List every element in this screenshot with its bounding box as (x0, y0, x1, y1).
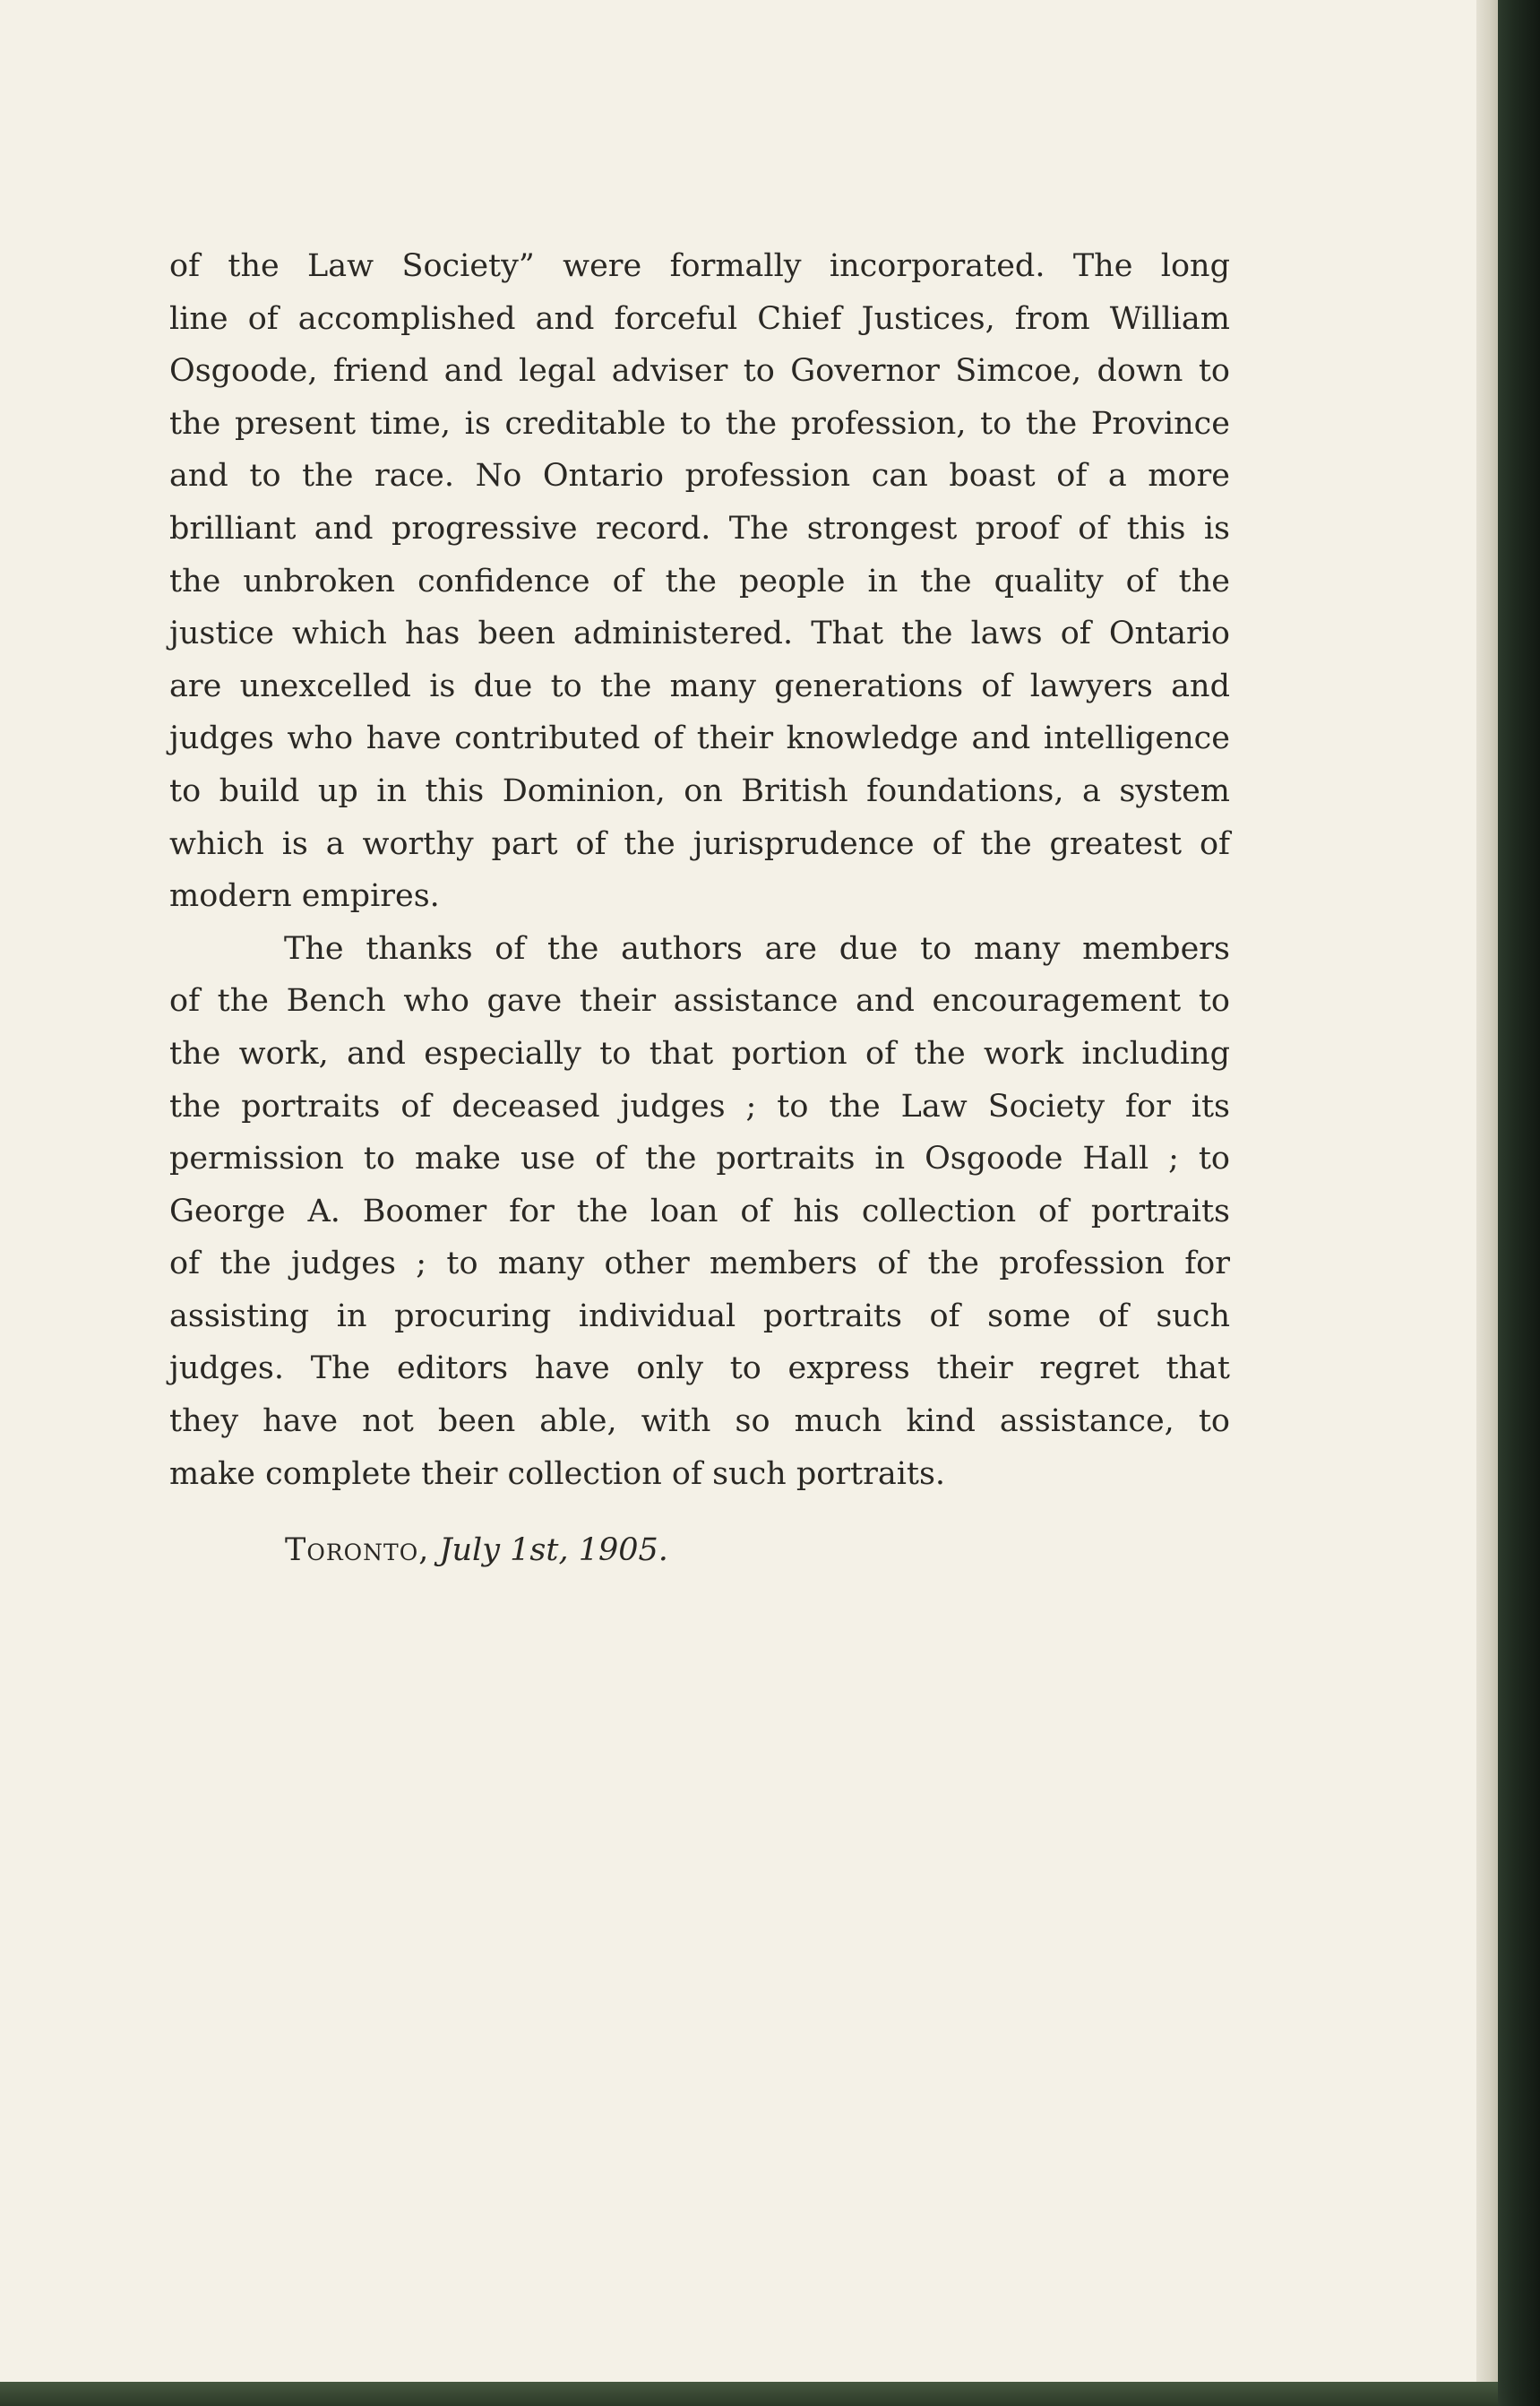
text-line: permission to make use of the portraits in Osgoode Hall ; to (169, 1141, 1230, 1177)
text-line: which is a worthy part of the jurisprudence of the greatest of (169, 825, 1230, 862)
text-line: make complete their collection of such portraits. (169, 1455, 946, 1492)
text-line: the present time, is creditable to the profession, to the Province (169, 405, 1230, 442)
signature-date: July 1st, 1905. (439, 1532, 668, 1568)
text-line: of the Bench who gave their assistance and encouragement to (169, 983, 1230, 1020)
text-line: justice which has been administered. That the laws of Ontario (169, 616, 1230, 652)
paragraph (169, 240, 1230, 923)
paragraph (169, 923, 1230, 1501)
text-line: of the judges ; to many other members of the profession for (169, 1246, 1230, 1282)
signature-line (285, 1532, 668, 1568)
text-line: the unbroken confidence of the people in the quality of the (169, 563, 1230, 599)
book-cover-edge (1498, 0, 1540, 2406)
text-line: George A. Boomer for the loan of his collection of portraits (169, 1193, 1230, 1229)
body-text (169, 240, 1230, 1500)
text-line: modern empires. (169, 878, 440, 915)
text-line: brilliant and progressive record. The strongest proof of this is (169, 510, 1230, 547)
text-line: The thanks of the authors are due to many members (284, 930, 1230, 967)
text-line: the work, and especially to that portion of the work including (169, 1035, 1230, 1072)
text-line: are unexcelled is due to the many generations of lawyers and (169, 668, 1230, 704)
text-line: assisting in procuring individual portraits of some of such (169, 1298, 1230, 1334)
page-edge (1476, 0, 1498, 2406)
text-line: they have not been able, with so much kind assistance, to (169, 1403, 1230, 1440)
text-line: line of accomplished and forceful Chief Justices, from William (169, 300, 1230, 337)
signature-place: Toronto, (285, 1532, 430, 1568)
text-line: of the Law Society” were formally incorporated. The long (169, 248, 1230, 284)
book-cover-bottom-edge (0, 2382, 1498, 2406)
text-line: judges. The editors have only to express their regret that (169, 1350, 1230, 1387)
text-line: judges who have contributed of their knowledge and intelligence (169, 720, 1230, 757)
text-line: to build up in this Dominion, on British foundations, a system (169, 772, 1230, 809)
text-line: Osgoode, friend and legal adviser to Governor Simcoe, down to (169, 353, 1230, 390)
text-line: and to the race. No Ontario profession can boast of a more (169, 458, 1230, 495)
text-line: the portraits of deceased judges ; to the Law Society for its (169, 1088, 1230, 1125)
